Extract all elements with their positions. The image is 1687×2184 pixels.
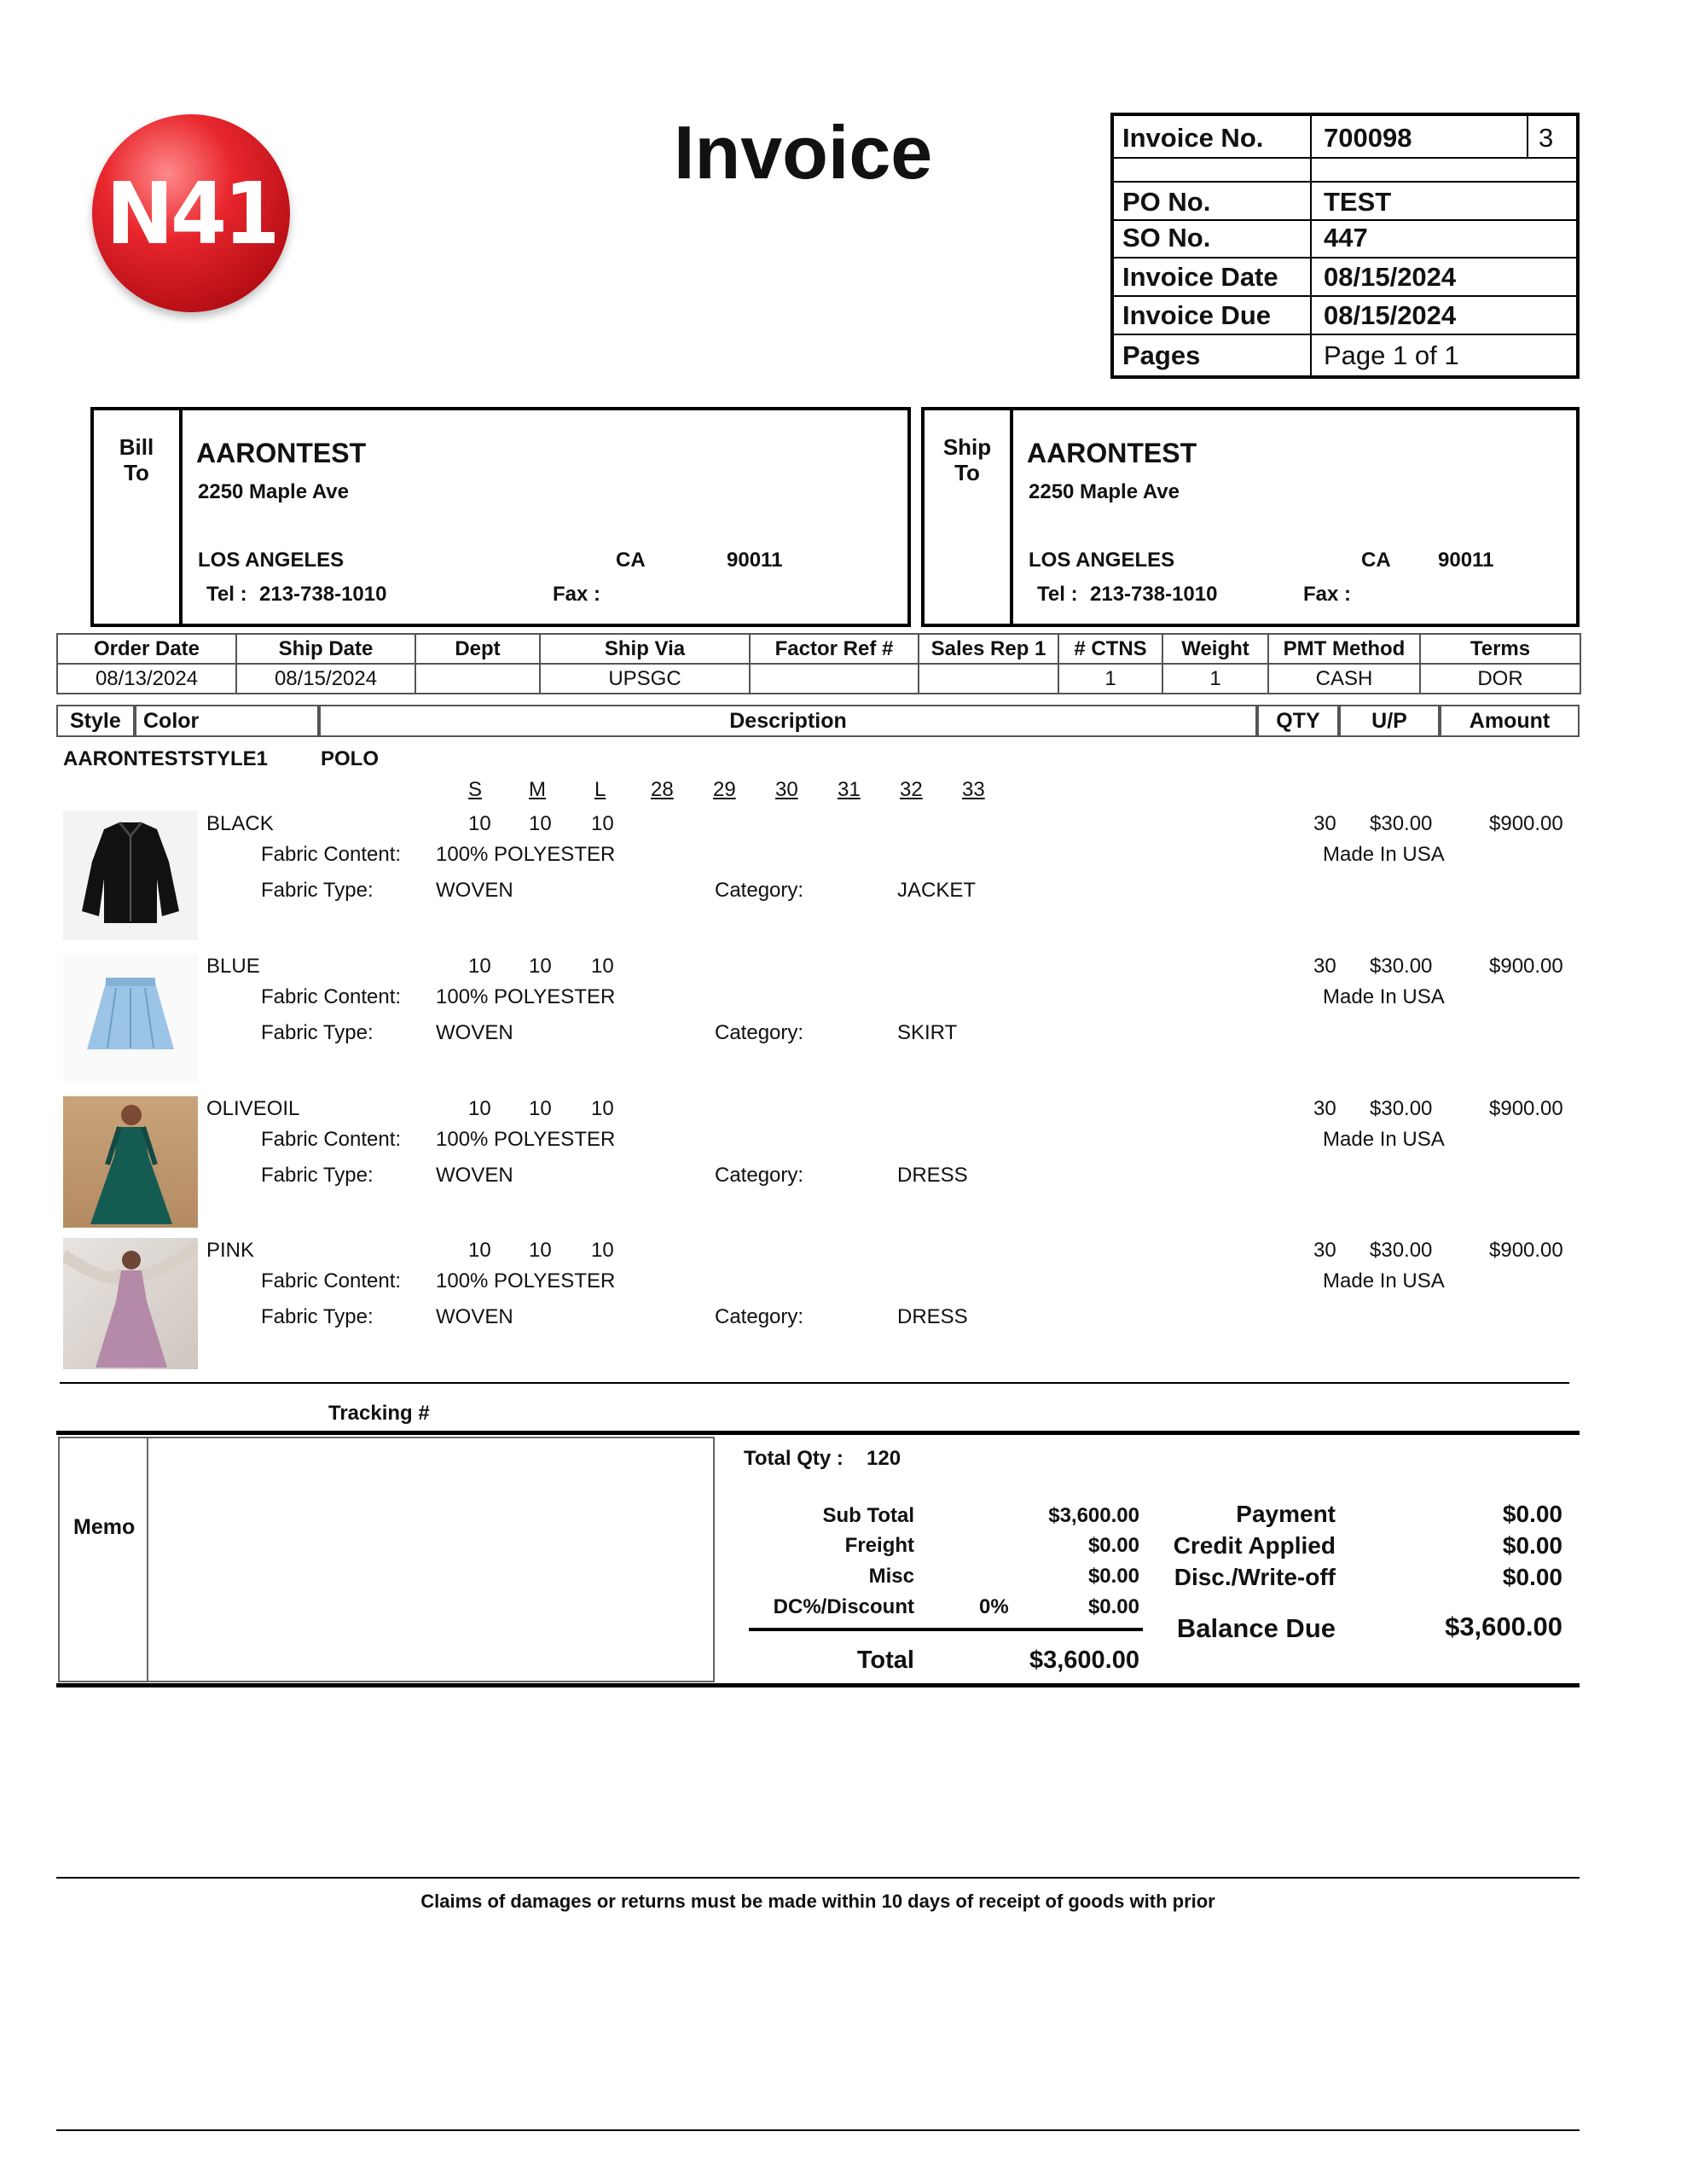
fabric-content: 100% POLYESTER <box>436 985 616 1008</box>
item-image-dress-pink <box>63 1238 198 1369</box>
totals-bottom-rule <box>56 1683 1580 1687</box>
item-amount: $900.00 <box>1489 1239 1563 1262</box>
size-label: 32 <box>900 778 923 801</box>
sub-total: $3,600.00 <box>1048 1504 1139 1527</box>
size-label: 33 <box>962 778 985 801</box>
fabric-type-label: Fabric Type: <box>261 1164 374 1187</box>
disc-writeoff: $0.00 <box>1502 1564 1562 1590</box>
info-row-invoice-no: Invoice No. 700098 3 <box>1114 116 1576 159</box>
item-image-jacket <box>63 810 198 940</box>
bill-to-tel-label: Tel : <box>206 583 247 606</box>
total-qty-label: Total Qty : <box>744 1447 844 1470</box>
item-size-qty: 10 <box>591 955 614 978</box>
footer-top-rule <box>56 1877 1580 1879</box>
item-qty: 30 <box>1313 1097 1336 1120</box>
style-code: AARONTESTSTYLE1 <box>63 747 269 770</box>
freight: $0.00 <box>1087 1534 1139 1557</box>
payment: $0.00 <box>1502 1501 1562 1527</box>
memo-label-cell <box>58 1437 148 1682</box>
total-qty: 120 <box>867 1447 901 1470</box>
info-row-invoice-due: Invoice Due 08/15/2024 <box>1114 295 1576 335</box>
item-color: BLUE <box>206 955 260 978</box>
fabric-type: WOVEN <box>436 1164 513 1187</box>
fabric-content-label: Fabric Content: <box>261 1269 402 1292</box>
order-info-table <box>56 633 1581 694</box>
discount: $0.00 <box>1087 1595 1139 1618</box>
bill-to-label: Bill To <box>94 410 183 624</box>
col-style: Style <box>56 705 135 737</box>
col-description: Description <box>319 705 1257 737</box>
total-rule <box>749 1628 1143 1631</box>
size-label: 29 <box>713 778 736 801</box>
item-origin: Made In USA <box>1323 1128 1445 1151</box>
ship-to-tel: 213-738-1010 <box>1090 583 1218 606</box>
bill-to-name: AARONTEST <box>196 438 367 468</box>
ship-to-city: LOS ANGELES <box>1029 549 1175 572</box>
balance-due-label: Balance Due <box>1176 1613 1336 1643</box>
total: $3,600.00 <box>1029 1647 1139 1674</box>
item-image-skirt <box>63 954 198 1083</box>
info-row-invoice-date: Invoice Date 08/15/2024 <box>1114 257 1576 297</box>
fabric-content-label: Fabric Content: <box>261 1128 402 1151</box>
disc-writeoff-label: Disc./Write-off <box>1174 1564 1336 1590</box>
ship-to-label: Ship To <box>925 410 1013 624</box>
item-size-qty: 10 <box>591 812 614 835</box>
col-amount: Amount <box>1440 705 1580 737</box>
item-image-dress-green <box>63 1096 198 1228</box>
memo-field[interactable] <box>148 1437 715 1682</box>
totals-top-rule <box>56 1431 1580 1435</box>
item-size-qty: 10 <box>468 955 491 978</box>
tracking-label: Tracking # <box>328 1402 430 1425</box>
document-title: Invoice <box>674 110 933 195</box>
items-divider <box>60 1382 1569 1384</box>
order-value-row: 08/13/2024 08/15/2024 UPSGC 1 1 CASH DOR <box>57 664 1580 694</box>
size-label: 30 <box>775 778 798 801</box>
item-color: PINK <box>206 1239 255 1262</box>
bill-to-state: CA <box>616 549 646 572</box>
payment-label: Payment <box>1236 1501 1336 1527</box>
ship-to-address: 2250 Maple Ave <box>1029 480 1180 503</box>
balance-due: $3,600.00 <box>1445 1612 1562 1641</box>
memo-label: Memo <box>73 1515 136 1539</box>
item-origin: Made In USA <box>1323 843 1445 866</box>
category: DRESS <box>897 1164 968 1187</box>
size-label: L <box>594 778 606 801</box>
item-origin: Made In USA <box>1323 985 1445 1008</box>
order-header-row: Order Date Ship Date Dept Ship Via Factor Ref # Sales Rep 1 # CTNS Weight PMT Method Terms <box>57 634 1580 664</box>
company-logo <box>92 114 290 312</box>
item-unit-price: $30.00 <box>1370 1239 1433 1262</box>
discount-percent: 0% <box>979 1595 1009 1618</box>
col-qty: QTY <box>1257 705 1339 737</box>
fabric-content-label: Fabric Content: <box>261 843 402 866</box>
bill-to-tel: 213-738-1010 <box>259 583 387 606</box>
info-row-blank <box>1114 157 1576 183</box>
item-amount: $900.00 <box>1489 812 1563 835</box>
item-qty: 30 <box>1313 812 1336 835</box>
col-color: Color <box>135 705 319 737</box>
category: DRESS <box>897 1305 968 1328</box>
item-origin: Made In USA <box>1323 1269 1445 1292</box>
ship-to-state: CA <box>1361 549 1391 572</box>
category-label: Category: <box>715 879 804 902</box>
invoice-copy-number: 3 <box>1539 123 1554 153</box>
item-size-qty: 10 <box>529 1097 552 1120</box>
item-size-qty: 10 <box>529 812 552 835</box>
fabric-content: 100% POLYESTER <box>436 843 616 866</box>
logo-text: N41 <box>105 163 277 264</box>
fabric-type: WOVEN <box>436 1021 513 1044</box>
category-label: Category: <box>715 1305 804 1328</box>
bill-to-address: 2250 Maple Ave <box>198 480 349 503</box>
misc-label: Misc <box>868 1565 914 1588</box>
fabric-content: 100% POLYESTER <box>436 1269 616 1292</box>
bill-to-box <box>90 407 911 627</box>
ship-to-fax-label: Fax : <box>1303 583 1352 606</box>
ship-to-zip: 90011 <box>1438 549 1494 572</box>
size-label: 31 <box>838 778 861 801</box>
footer-bottom-rule <box>56 2129 1580 2131</box>
item-color: OLIVEOIL <box>206 1097 300 1120</box>
item-color: BLACK <box>206 812 274 835</box>
freight-label: Freight <box>844 1534 914 1557</box>
item-amount: $900.00 <box>1489 955 1563 978</box>
item-qty: 30 <box>1313 955 1336 978</box>
discount-label: DC%/Discount <box>773 1595 914 1618</box>
sub-total-label: Sub Total <box>822 1504 914 1527</box>
category-label: Category: <box>715 1021 804 1044</box>
item-unit-price: $30.00 <box>1370 812 1433 835</box>
invoice-info-box <box>1110 113 1580 379</box>
item-amount: $900.00 <box>1489 1097 1563 1120</box>
total-label: Total <box>856 1647 914 1674</box>
info-row-so: SO No. 447 <box>1114 219 1576 258</box>
fabric-type-label: Fabric Type: <box>261 879 374 902</box>
category: JACKET <box>897 879 977 902</box>
credit-applied-label: Credit Applied <box>1173 1532 1336 1559</box>
bill-to-fax-label: Fax : <box>553 583 601 606</box>
info-row-pages: Pages Page 1 of 1 <box>1114 334 1576 375</box>
item-unit-price: $30.00 <box>1370 1097 1433 1120</box>
size-label: M <box>529 778 546 801</box>
item-size-qty: 10 <box>591 1239 614 1262</box>
fabric-content-label: Fabric Content: <box>261 985 402 1008</box>
item-size-qty: 10 <box>468 1239 491 1262</box>
ship-to-tel-label: Tel : <box>1037 583 1078 606</box>
item-size-qty: 10 <box>529 1239 552 1262</box>
bill-to-zip: 90011 <box>727 549 783 572</box>
misc: $0.00 <box>1087 1565 1139 1588</box>
ship-to-name: AARONTEST <box>1027 438 1197 468</box>
item-size-qty: 10 <box>529 955 552 978</box>
item-qty: 30 <box>1313 1239 1336 1262</box>
fabric-type: WOVEN <box>436 879 513 902</box>
fabric-type: WOVEN <box>436 1305 513 1328</box>
style-name: POLO <box>321 747 380 770</box>
size-label: S <box>468 778 483 801</box>
category-label: Category: <box>715 1164 804 1187</box>
category: SKIRT <box>897 1021 958 1044</box>
bill-to-city: LOS ANGELES <box>198 549 345 572</box>
col-unit-price: U/P <box>1339 705 1440 737</box>
footer-note: Claims of damages or returns must be made within 10 days of receipt of goods with prior <box>420 1891 1215 1912</box>
size-label: 28 <box>651 778 674 801</box>
item-size-qty: 10 <box>591 1097 614 1120</box>
item-size-qty: 10 <box>468 812 491 835</box>
fabric-type-label: Fabric Type: <box>261 1021 374 1044</box>
info-row-po: PO No. TEST <box>1114 181 1576 221</box>
fabric-content: 100% POLYESTER <box>436 1128 616 1151</box>
ship-to-box <box>921 407 1580 627</box>
credit-applied: $0.00 <box>1502 1532 1562 1559</box>
fabric-type-label: Fabric Type: <box>261 1305 374 1328</box>
item-size-qty: 10 <box>468 1097 491 1120</box>
item-unit-price: $30.00 <box>1370 955 1433 978</box>
